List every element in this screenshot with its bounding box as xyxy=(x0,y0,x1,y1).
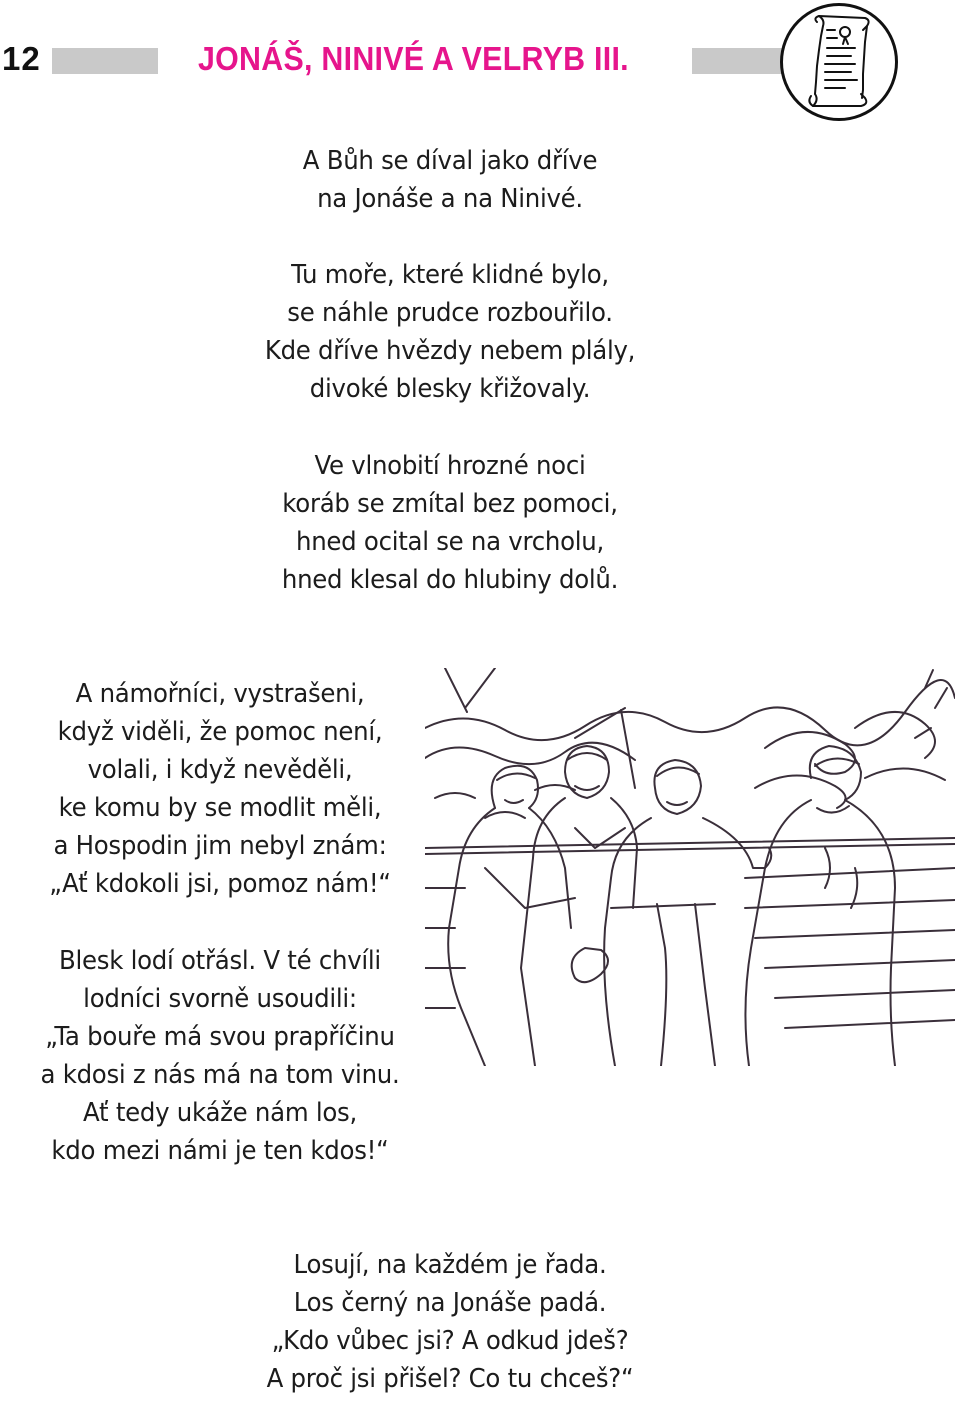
verse-line: na Jonáše a na Ninivé. xyxy=(317,184,583,214)
stanza-3 xyxy=(200,447,700,599)
verse-line: A proč jsi přišel? Co tu chceš?“ xyxy=(266,1364,634,1394)
verse-line: Los černý na Jonáše padá. xyxy=(293,1288,607,1318)
verse-line: „Ať kdokoli jsi, pomoz nám!“ xyxy=(49,869,391,899)
verse-line: a kdosi z nás má na tom vinu. xyxy=(40,1060,400,1090)
stanza-5 xyxy=(20,942,420,1170)
verse-line: ke komu by se modlit měli, xyxy=(58,793,382,823)
verse-line: A námořníci, vystrašeni, xyxy=(75,679,365,709)
verse-line: „Ta bouře má svou prapříčinu xyxy=(45,1022,395,1052)
verse-line: Tu moře, které klidné bylo, xyxy=(291,260,609,290)
stanza-1 xyxy=(200,142,700,218)
page-title: JONÁŠ, NINIVÉ A VELRYB III. xyxy=(198,40,629,77)
stanza-6 xyxy=(200,1246,700,1398)
verse-line: hned klesal do hlubiny dolů. xyxy=(281,565,619,595)
stanza-4 xyxy=(20,675,420,903)
verse-line: „Kdo vůbec jsi? A odkud jdeš? xyxy=(271,1326,629,1356)
verse-line: Losují, na každém je řada. xyxy=(293,1250,607,1280)
header-bar-right xyxy=(692,48,788,74)
verse-line: Ve vlnobití hrozné noci xyxy=(314,451,586,481)
page-header xyxy=(0,0,960,130)
verse-line: když viděli, že pomoc není, xyxy=(57,717,383,747)
verse-line: Blesk lodí otřásl. V té chvíli xyxy=(59,946,381,976)
verse-line: lodníci svorně usoudili: xyxy=(83,984,357,1014)
verse-line: se náhle prudce rozbouřilo. xyxy=(287,298,613,328)
verse-line: hned ocital se na vrcholu, xyxy=(296,527,604,557)
verse-line: kdo mezi námi je ten kdos!“ xyxy=(51,1136,389,1166)
page-number: 12 xyxy=(2,40,41,77)
verse-line: A Bůh se díval jako dříve xyxy=(302,146,598,176)
sailors-illustration xyxy=(425,668,955,1066)
verse-line: volali, i když nevěděli, xyxy=(87,755,353,785)
verse-line: divoké blesky křižovaly. xyxy=(309,374,591,404)
header-bar-left xyxy=(52,48,158,74)
stanza-2 xyxy=(200,256,700,408)
verse-line: Ať tedy ukáže nám los, xyxy=(83,1098,357,1128)
verse-line: a Hospodin jim nebyl znám: xyxy=(53,831,387,861)
verse-line: koráb se zmítal bez pomoci, xyxy=(282,489,618,519)
verse-line: Kde dříve hvězdy nebem plály, xyxy=(264,336,636,366)
scroll-icon xyxy=(780,3,898,121)
